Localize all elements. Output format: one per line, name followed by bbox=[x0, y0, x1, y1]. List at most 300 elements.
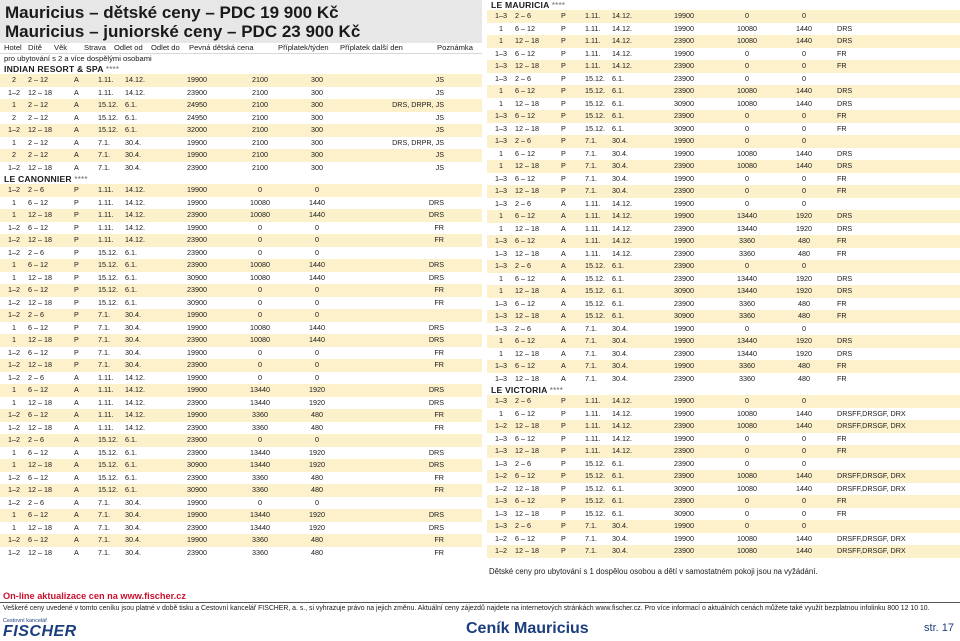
cell-surcharge-week: 3360 bbox=[739, 248, 755, 258]
cell-board: P bbox=[561, 111, 566, 120]
table-row bbox=[0, 497, 482, 510]
cell-age-range: 12 – 18 bbox=[28, 360, 52, 369]
cell-depart-from: 15.12. bbox=[585, 98, 605, 108]
table-row bbox=[0, 247, 482, 260]
cell-surcharge-week: 0 bbox=[745, 61, 749, 70]
table-row bbox=[487, 373, 960, 386]
table-row bbox=[0, 284, 482, 297]
table-row bbox=[0, 472, 482, 485]
table-row bbox=[487, 520, 960, 533]
cell-surcharge-day: 480 bbox=[798, 373, 810, 383]
cell-depart-from: 1.11. bbox=[585, 223, 601, 233]
table-row bbox=[487, 148, 960, 161]
cell-note bbox=[833, 135, 960, 148]
cell-age-range: 12 – 18 bbox=[28, 162, 52, 172]
cell-depart-to: 14.12. bbox=[125, 75, 145, 84]
cell-board: P bbox=[561, 483, 566, 493]
cell-age-range: 2 – 6 bbox=[515, 11, 531, 20]
cell-note: DRS bbox=[837, 223, 853, 233]
hotel-section-title bbox=[0, 64, 482, 74]
cell-children-count: 1–3 bbox=[495, 446, 507, 455]
cell-depart-from: 7.1. bbox=[585, 173, 597, 183]
cell-board: A bbox=[74, 150, 79, 159]
cell-children-count: 1 bbox=[12, 397, 16, 407]
cell-children-count: 1 bbox=[499, 336, 503, 345]
cell-board: A bbox=[74, 497, 79, 507]
cell-surcharge-day: 1920 bbox=[309, 385, 325, 394]
cell-children-count: 1–2 bbox=[8, 547, 20, 557]
cell-note: FR bbox=[434, 222, 444, 232]
cell-surcharge-week: 13440 bbox=[250, 397, 270, 407]
cell-age-range: 12 – 18 bbox=[515, 446, 539, 455]
cell-age-range: 6 – 12 bbox=[28, 510, 48, 519]
cell-surcharge-day: 1920 bbox=[796, 223, 812, 233]
cell-depart-from: 7.1. bbox=[98, 137, 110, 147]
cell-board: P bbox=[561, 446, 566, 455]
cell-price: 19900 bbox=[187, 347, 207, 357]
cell-age-range: 12 – 18 bbox=[28, 460, 52, 469]
cell-surcharge-week: 0 bbox=[745, 433, 749, 443]
cell-children-count: 1–3 bbox=[495, 521, 507, 530]
cell-note: FR bbox=[837, 446, 847, 455]
fischer-logo bbox=[3, 618, 118, 640]
table-row bbox=[487, 123, 960, 136]
cell-price: 19900 bbox=[674, 336, 694, 345]
cell-children-count: 1 bbox=[12, 510, 16, 519]
cell-surcharge-day: 300 bbox=[311, 137, 323, 147]
cell-board: A bbox=[74, 460, 79, 469]
cell-price: 19900 bbox=[674, 408, 694, 418]
table-row bbox=[0, 409, 482, 422]
cell-board: P bbox=[561, 496, 566, 505]
hotel-name: LE VICTORIA bbox=[491, 385, 548, 395]
cell-board: A bbox=[74, 75, 79, 84]
cell-depart-from: 7.1. bbox=[98, 335, 110, 344]
cell-surcharge-day: 480 bbox=[798, 248, 810, 258]
cell-price: 19900 bbox=[674, 236, 694, 245]
hotel-section-title bbox=[487, 0, 960, 10]
cell-age-range: 12 – 18 bbox=[515, 286, 539, 295]
cell-price: 23900 bbox=[187, 335, 207, 344]
table-row bbox=[0, 112, 482, 125]
hotel-name: LE MAURICIA bbox=[491, 0, 550, 10]
cell-depart-to: 30.4. bbox=[612, 361, 628, 370]
cell-surcharge-week: 10080 bbox=[250, 210, 270, 219]
cell-age-range: 12 – 18 bbox=[515, 98, 539, 108]
cell-surcharge-week: 10080 bbox=[737, 546, 757, 555]
cell-surcharge-day: 0 bbox=[802, 458, 806, 468]
cell-surcharge-day: 300 bbox=[311, 162, 323, 172]
table-row bbox=[487, 360, 960, 373]
cell-depart-from: 1.11. bbox=[585, 408, 601, 418]
table-row bbox=[487, 273, 960, 286]
table-row bbox=[487, 260, 960, 273]
cell-surcharge-week: 3360 bbox=[252, 547, 268, 557]
cell-board: P bbox=[74, 310, 79, 319]
cell-price: 32000 bbox=[187, 125, 207, 134]
cell-note: FR bbox=[837, 186, 847, 195]
cell-surcharge-week: 3360 bbox=[739, 236, 755, 245]
cell-board: A bbox=[561, 361, 566, 370]
hotel-stars: **** bbox=[549, 386, 564, 395]
cell-note bbox=[833, 198, 960, 211]
cell-price: 19900 bbox=[187, 510, 207, 519]
cell-surcharge-week: 0 bbox=[258, 310, 262, 319]
table-row bbox=[487, 508, 960, 521]
cell-surcharge-day: 480 bbox=[311, 472, 323, 482]
cell-depart-from: 1.11. bbox=[585, 396, 601, 405]
cell-price: 30900 bbox=[187, 297, 207, 307]
cell-depart-to: 14.12. bbox=[125, 385, 145, 394]
cell-surcharge-day: 1440 bbox=[796, 408, 812, 418]
cell-price: 23900 bbox=[187, 472, 207, 482]
cell-note bbox=[346, 372, 482, 385]
cell-surcharge-day: 0 bbox=[802, 48, 806, 58]
cell-price: 23900 bbox=[187, 260, 207, 269]
cell-price: 23900 bbox=[674, 458, 694, 468]
cell-board: P bbox=[74, 347, 79, 357]
cell-price: 19900 bbox=[674, 148, 694, 158]
cell-children-count: 1–2 bbox=[495, 533, 507, 543]
cell-surcharge-day: 1440 bbox=[796, 471, 812, 480]
table-row bbox=[0, 272, 482, 285]
cell-children-count: 1–2 bbox=[8, 285, 20, 294]
cell-note: FR bbox=[434, 347, 444, 357]
cell-surcharge-day: 300 bbox=[311, 125, 323, 134]
cell-children-count: 1–2 bbox=[8, 472, 20, 482]
cell-surcharge-week: 0 bbox=[258, 347, 262, 357]
cell-surcharge-week: 13440 bbox=[737, 286, 757, 295]
footer-title: Ceník Mauricius bbox=[466, 620, 589, 637]
cell-price: 23900 bbox=[674, 446, 694, 455]
cell-surcharge-week: 0 bbox=[745, 186, 749, 195]
table-row bbox=[487, 433, 960, 446]
cell-board: P bbox=[561, 98, 566, 108]
cell-depart-from: 1.11. bbox=[585, 211, 601, 220]
cell-board: P bbox=[561, 471, 566, 480]
cell-age-range: 6 – 12 bbox=[28, 285, 48, 294]
cell-depart-from: 7.1. bbox=[98, 162, 110, 172]
cell-children-count: 1 bbox=[499, 36, 503, 45]
cell-depart-from: 1.11. bbox=[585, 433, 601, 443]
cell-depart-to: 14.12. bbox=[125, 235, 145, 244]
cell-note: DRSFF,DRSGF, DRX bbox=[837, 546, 906, 555]
cell-board: P bbox=[561, 36, 566, 45]
cell-note: DRSFF,DRSGF, DRX bbox=[837, 483, 906, 493]
cell-surcharge-week: 2100 bbox=[252, 137, 268, 147]
table-row bbox=[487, 495, 960, 508]
cell-surcharge-week: 3360 bbox=[739, 298, 755, 308]
cell-note: JS bbox=[435, 125, 444, 134]
cell-depart-from: 1.11. bbox=[98, 75, 114, 84]
cell-surcharge-day: 0 bbox=[802, 111, 806, 120]
cell-depart-to: 6.1. bbox=[612, 98, 624, 108]
cell-depart-from: 7.1. bbox=[98, 510, 110, 519]
cell-children-count: 1–3 bbox=[495, 61, 507, 70]
cell-board: A bbox=[561, 223, 566, 233]
cell-children-count: 2 bbox=[12, 150, 16, 159]
cell-price: 30900 bbox=[674, 98, 694, 108]
cell-age-range: 2 – 6 bbox=[515, 198, 531, 208]
cell-board: P bbox=[561, 23, 566, 33]
cell-depart-to: 14.12. bbox=[612, 11, 632, 20]
cell-children-count: 1–2 bbox=[495, 421, 507, 430]
cell-price: 23900 bbox=[674, 273, 694, 283]
cell-price: 30900 bbox=[674, 508, 694, 518]
cell-surcharge-week: 0 bbox=[745, 48, 749, 58]
header-board: Strava bbox=[84, 43, 106, 52]
cell-depart-from: 1.11. bbox=[98, 87, 114, 97]
cell-price: 23900 bbox=[674, 86, 694, 95]
table-row bbox=[0, 447, 482, 460]
cell-note: FR bbox=[837, 236, 847, 245]
cell-depart-to: 6.1. bbox=[125, 247, 137, 257]
cell-surcharge-week: 3360 bbox=[252, 472, 268, 482]
cell-price: 19900 bbox=[187, 385, 207, 394]
cell-surcharge-week: 0 bbox=[258, 372, 262, 382]
cell-note: DRS bbox=[428, 510, 444, 519]
cell-surcharge-week: 2100 bbox=[252, 112, 268, 122]
cell-depart-from: 1.11. bbox=[98, 397, 114, 407]
cell-depart-from: 1.11. bbox=[585, 198, 601, 208]
cell-age-range: 6 – 12 bbox=[28, 385, 48, 394]
header-depart-from: Odlet od bbox=[114, 43, 143, 52]
cell-depart-to: 14.12. bbox=[125, 185, 145, 194]
cell-children-count: 1 bbox=[499, 408, 503, 418]
cell-surcharge-day: 1440 bbox=[309, 272, 325, 282]
cell-surcharge-day: 1920 bbox=[309, 510, 325, 519]
cell-age-range: 12 – 18 bbox=[515, 161, 539, 170]
cell-board: A bbox=[74, 447, 79, 457]
cell-children-count: 1–3 bbox=[495, 198, 507, 208]
table-row bbox=[0, 372, 482, 385]
cell-children-count: 1 bbox=[12, 460, 16, 469]
left-column bbox=[0, 0, 482, 559]
cell-price: 19900 bbox=[674, 323, 694, 333]
cell-depart-to: 30.4. bbox=[125, 522, 141, 532]
cell-surcharge-day: 0 bbox=[802, 173, 806, 183]
cell-note bbox=[833, 520, 960, 533]
cell-surcharge-day: 0 bbox=[315, 435, 319, 444]
cell-children-count: 1–3 bbox=[495, 323, 507, 333]
cell-note: JS bbox=[435, 162, 444, 172]
cell-surcharge-day: 1440 bbox=[796, 483, 812, 493]
cell-note: DRS bbox=[428, 272, 444, 282]
table-row bbox=[487, 420, 960, 433]
cell-note: FR bbox=[837, 496, 847, 505]
cell-depart-from: 15.12. bbox=[98, 247, 118, 257]
table-row bbox=[487, 198, 960, 211]
cell-price: 19900 bbox=[674, 48, 694, 58]
cell-note: DRS bbox=[837, 86, 853, 95]
cell-depart-to: 30.4. bbox=[125, 535, 141, 544]
cell-surcharge-week: 0 bbox=[745, 323, 749, 333]
cell-surcharge-day: 480 bbox=[311, 485, 323, 494]
cell-age-range: 2 – 6 bbox=[28, 185, 44, 194]
cell-surcharge-week: 10080 bbox=[250, 335, 270, 344]
cell-age-range: 2 – 6 bbox=[515, 323, 531, 333]
cell-surcharge-day: 0 bbox=[802, 396, 806, 405]
cell-age-range: 6 – 12 bbox=[28, 222, 48, 232]
cell-children-count: 1–3 bbox=[495, 111, 507, 120]
cell-note: FR bbox=[434, 285, 444, 294]
cell-depart-from: 7.1. bbox=[585, 136, 597, 145]
cell-depart-from: 15.12. bbox=[98, 285, 118, 294]
cell-depart-from: 1.11. bbox=[98, 185, 114, 194]
cell-price: 19900 bbox=[187, 372, 207, 382]
cell-depart-to: 6.1. bbox=[612, 311, 624, 320]
cell-note: DRS bbox=[428, 385, 444, 394]
cell-age-range: 6 – 12 bbox=[28, 535, 48, 544]
cell-surcharge-day: 300 bbox=[311, 87, 323, 97]
cell-board: P bbox=[561, 546, 566, 555]
table-row bbox=[487, 60, 960, 73]
cell-children-count: 1–2 bbox=[8, 310, 20, 319]
cell-children-count: 1 bbox=[499, 286, 503, 295]
cell-surcharge-day: 0 bbox=[802, 521, 806, 530]
title-block bbox=[0, 0, 482, 43]
cell-price: 19900 bbox=[187, 137, 207, 147]
table-row bbox=[0, 359, 482, 372]
page-title: Mauricius – dětské ceny – PDC 19 900 Kč bbox=[5, 3, 339, 22]
disclaimer: Veškeré ceny uvedené v tomto ceníku jsou platné v době tisku a Cestovní kancelář FISCHER, a. s., si vyhrazuje právo na jejich změnu. Aktuální ceny zájezdů najdete na internetových stránkách www.fischer.cz. Pro více informací o aktuálních cenách můžete také využít bezplatnou infolinku 800 12 10 10. bbox=[3, 605, 930, 612]
cell-depart-from: 1.11. bbox=[585, 446, 601, 455]
cell-surcharge-day: 1440 bbox=[796, 533, 812, 543]
cell-price: 23900 bbox=[674, 111, 694, 120]
cell-children-count: 1 bbox=[499, 223, 503, 233]
cell-depart-from: 1.11. bbox=[98, 422, 114, 432]
table-row bbox=[487, 483, 960, 496]
cell-depart-from: 15.12. bbox=[98, 485, 118, 494]
cell-surcharge-week: 0 bbox=[745, 136, 749, 145]
cell-surcharge-week: 10080 bbox=[737, 408, 757, 418]
cell-surcharge-day: 1440 bbox=[796, 161, 812, 170]
cell-age-range: 6 – 12 bbox=[28, 410, 48, 419]
cell-price: 19900 bbox=[187, 75, 207, 84]
cell-depart-to: 14.12. bbox=[612, 408, 632, 418]
table-row bbox=[487, 348, 960, 361]
cell-note bbox=[346, 184, 482, 197]
cell-depart-to: 30.4. bbox=[612, 521, 628, 530]
table-row bbox=[0, 484, 482, 497]
cell-surcharge-week: 0 bbox=[745, 521, 749, 530]
cell-surcharge-week: 0 bbox=[745, 496, 749, 505]
cell-age-range: 12 – 18 bbox=[515, 61, 539, 70]
cell-depart-to: 6.1. bbox=[125, 460, 137, 469]
cell-children-count: 1–2 bbox=[8, 360, 20, 369]
cell-age-range: 12 – 18 bbox=[28, 335, 52, 344]
cell-age-range: 6 – 12 bbox=[515, 496, 535, 505]
cell-board: P bbox=[561, 533, 566, 543]
cell-surcharge-week: 10080 bbox=[250, 197, 270, 207]
cell-age-range: 2 – 12 bbox=[28, 75, 48, 84]
cell-surcharge-week: 10080 bbox=[737, 86, 757, 95]
cell-board: A bbox=[561, 373, 566, 383]
table-row bbox=[0, 99, 482, 112]
cell-price: 23900 bbox=[187, 397, 207, 407]
cell-board: P bbox=[74, 272, 79, 282]
table-header bbox=[0, 43, 482, 54]
cell-age-range: 2 – 6 bbox=[28, 435, 44, 444]
cell-age-range: 12 – 18 bbox=[515, 123, 539, 133]
cell-note: FR bbox=[837, 508, 847, 518]
cell-depart-from: 7.1. bbox=[585, 521, 597, 530]
cell-age-range: 2 – 6 bbox=[28, 247, 44, 257]
cell-board: A bbox=[561, 273, 566, 283]
cell-board: A bbox=[74, 397, 79, 407]
cell-surcharge-day: 0 bbox=[802, 446, 806, 455]
table-row bbox=[0, 209, 482, 222]
cell-surcharge-day: 0 bbox=[802, 186, 806, 195]
cell-note: DRS bbox=[428, 197, 444, 207]
cell-surcharge-day: 1440 bbox=[309, 260, 325, 269]
cell-board: A bbox=[561, 261, 566, 270]
cell-board: P bbox=[74, 322, 79, 332]
cell-children-count: 1–3 bbox=[495, 508, 507, 518]
table-row bbox=[0, 137, 482, 150]
cell-board: A bbox=[74, 162, 79, 172]
cell-price: 19900 bbox=[674, 211, 694, 220]
online-update-link[interactable]: On-line aktualizace cen na www.fischer.cz bbox=[3, 591, 186, 601]
cell-note bbox=[833, 260, 960, 273]
table-row bbox=[487, 408, 960, 421]
cell-surcharge-day: 480 bbox=[798, 298, 810, 308]
cell-board: P bbox=[74, 222, 79, 232]
header-note: Poznámka bbox=[437, 43, 473, 52]
cell-board: A bbox=[561, 248, 566, 258]
cell-depart-to: 30.4. bbox=[612, 323, 628, 333]
cell-children-count: 1–2 bbox=[495, 546, 507, 555]
cell-surcharge-week: 13440 bbox=[737, 211, 757, 220]
cell-surcharge-day: 480 bbox=[798, 311, 810, 320]
cell-surcharge-day: 1440 bbox=[309, 197, 325, 207]
cell-children-count: 1 bbox=[12, 100, 16, 109]
cell-age-range: 2 – 6 bbox=[515, 73, 531, 83]
cell-price: 19900 bbox=[674, 533, 694, 543]
cell-note: DRSFF,DRSGF, DRX bbox=[837, 421, 906, 430]
cell-age-range: 6 – 12 bbox=[515, 533, 535, 543]
cell-surcharge-week: 0 bbox=[745, 11, 749, 20]
cell-age-range: 2 – 6 bbox=[515, 136, 531, 145]
cell-surcharge-week: 10080 bbox=[737, 36, 757, 45]
cell-depart-from: 7.1. bbox=[98, 310, 110, 319]
cell-surcharge-week: 0 bbox=[258, 285, 262, 294]
cell-surcharge-day: 1920 bbox=[309, 447, 325, 457]
cell-board: P bbox=[561, 396, 566, 405]
cell-price: 19900 bbox=[674, 361, 694, 370]
cell-age-range: 6 – 12 bbox=[515, 173, 535, 183]
cell-depart-from: 15.12. bbox=[585, 471, 605, 480]
cell-age-range: 6 – 12 bbox=[515, 148, 535, 158]
cell-surcharge-day: 0 bbox=[315, 347, 319, 357]
cell-note: DRS bbox=[428, 260, 444, 269]
cell-note: FR bbox=[434, 297, 444, 307]
cell-surcharge-day: 480 bbox=[311, 535, 323, 544]
cell-depart-to: 30.4. bbox=[612, 546, 628, 555]
cell-surcharge-week: 3360 bbox=[252, 422, 268, 432]
cell-age-range: 12 – 18 bbox=[515, 36, 539, 45]
cell-depart-to: 6.1. bbox=[125, 285, 137, 294]
cell-surcharge-week: 3360 bbox=[739, 361, 755, 370]
cell-note: DRSFF,DRSGF, DRX bbox=[837, 471, 906, 480]
cell-note: DRS bbox=[837, 211, 853, 220]
cell-surcharge-week: 10080 bbox=[250, 260, 270, 269]
cell-note bbox=[833, 10, 960, 23]
header-depart-to: Odlet do bbox=[151, 43, 180, 52]
cell-children-count: 1 bbox=[499, 161, 503, 170]
cell-age-range: 12 – 18 bbox=[515, 223, 539, 233]
cell-depart-to: 14.12. bbox=[612, 421, 632, 430]
